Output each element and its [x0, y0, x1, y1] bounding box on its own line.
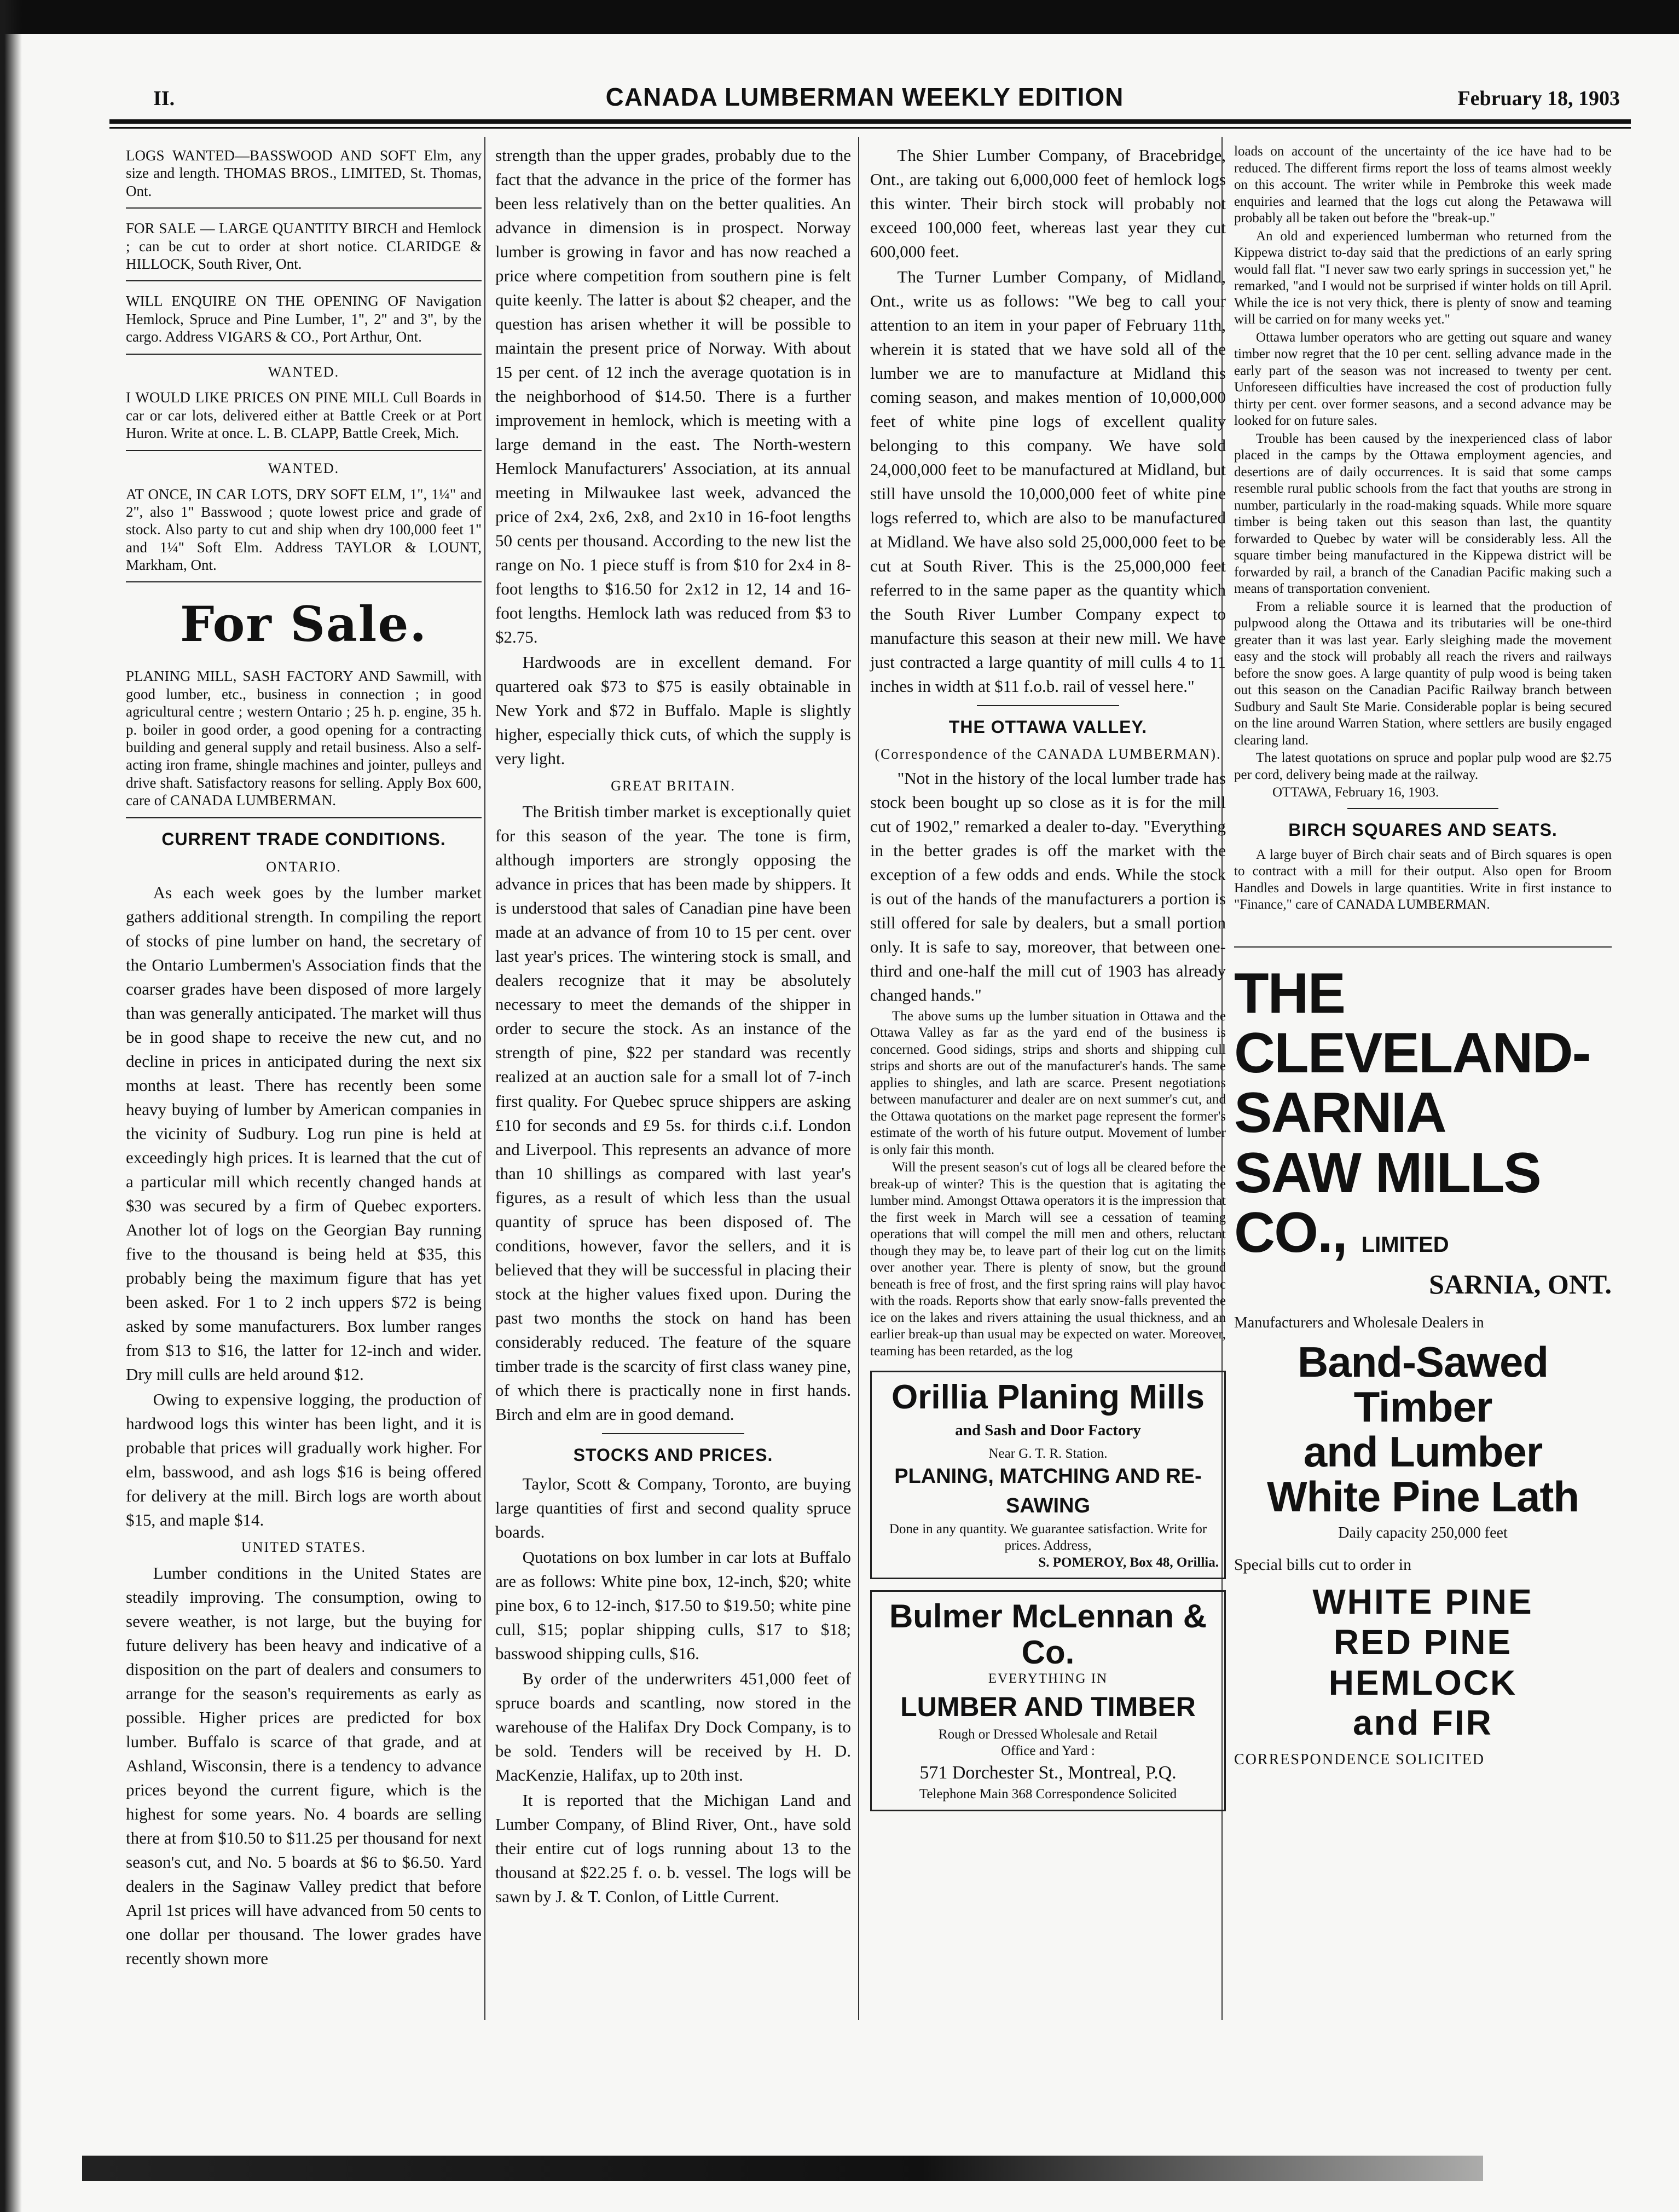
subheading: GREAT BRITAIN. [611, 778, 736, 794]
paragraph: An old and experienced lumberman who returned from the Kippewa district to-day said that the predictions of an early spring would fall flat. "I never saw two early springs in succession yet," he remarked, "and I would not be surprised if winter holds on till April. While the ice is not very thick, there is plenty of snow and teaming will be carried on for many weeks yet." [1234, 228, 1612, 327]
paragraph: As each week goes by the lumber market gathers additional strength. In compiling the report of stocks of pine lumber on hand, the secretary of the Ontario Lumbermen's Association finds that the coarser grades have been disposed of more largely than was generally anticipated. The market will thus be in good shape to receive the new cut, and no decline in prices in anticipated during the next six months at least. There has recently been some heavy buying of lumber by American companies in the vicinity of Sudbury. Log run pine is held at exceedingly high prices. It is learned that the cut of a particular mill which recently changed hands at $30 was secured by a firm of Quebec exporters. Another lot of logs on the Georgian Bay running five to the thousand is being held at $35, this probably being the maximum figure that has yet been asked. For 1 to 2 inch uppers $72 is being asked by some manufacturers. Box lumber ranges from $13 to $16, the latter for 12-inch and wider. Dry mill culls are held around $12. [126, 882, 482, 1384]
ad-special: Special bills cut to order in [1234, 1555, 1412, 1574]
classified-ad [126, 385, 482, 451]
paragraph: It is reported that the Michigan Land and Lumber Company, of Blind River, Ont., have sold their entire cut of logs running about 13 to the thousand at $22.25 f. o. b. vessel. The logs will be sawn by J. & T. Conlon, of Little Current. [495, 1791, 851, 1907]
column-divider [484, 137, 485, 2020]
ad-company-name: THE CLEVELAND-SARNIA [1234, 961, 1590, 1145]
ad-stock-item: HEMLOCK [1328, 1662, 1518, 1702]
column-2 [495, 143, 851, 1910]
ad-location: Near G. T. R. Station. [988, 1446, 1108, 1461]
paragraph: loads on account of the uncertainty of the ice have had to be reduced. The different firms report the loss of teams almost weekly on this account. The writer while in Pembroke this week made enquiries and learned that the logs cut along the Petawawa will probably all be taken out before the "break-up." [1234, 144, 1612, 226]
section-heading: THE OTTAWA VALLEY. [948, 717, 1148, 737]
paragraph: Lumber conditions in the United States are steadily improving. The consumption, owing to severe weather, is not large, but the buying for future delivery has been heavy and indicative of a disposition on the part of dealers and consumers to arrange for the season's requirements as early as possible. Higher prices are predicted for box lumber. Buffalo is scarce of that grade, and at Ashland, Wisconsin, there is a tendency to advance prices beyond the current figure, which is the highest for some years. No. 4 boards are selling there at from $10.50 to $11.25 per thousand for next season's cut, and No. 5 boards at $6 to $6.50. Yard dealers in the Saginaw Valley predict that before April 1st prices will have advanced from 50 cents to one dollar per thousand. The lower grades have recently shown more [126, 1563, 482, 1968]
column-3 [870, 143, 1226, 1811]
ad-text: I WOULD LIKE PRICES ON PINE MILL Cull Boards in car or car lots, delivered either at Battle Creek or at Port Huron. Write at once. L. B. CLAPP, Battle Creek, Mich. [126, 389, 482, 442]
paragraph: Hardwoods are in excellent demand. For quartered oak $73 to $75 is easily obtainable in New York and $72 in Buffalo. Maple is slightly higher, especially thick cuts, of which the supply is very light. [495, 652, 851, 769]
ad-capacity: Daily capacity 250,000 feet [1338, 1524, 1508, 1541]
ad-description: Manufacturers and Wholesale Dealers in [1234, 1314, 1484, 1331]
dateline: OTTAWA, February 16, 1903. [1272, 785, 1439, 800]
paragraph: Owing to expensive logging, the production of hardwood logs this winter has been light, and it is probable that prices will gradually work higher. For elm, basswood, and ash logs $16 is being offered for delivery at the mill. Birch logs are worth about $15, and maple $14. [126, 1390, 482, 1530]
scan-top-border [0, 0, 1679, 34]
ad-stock-item: WHITE PINE [1312, 1582, 1533, 1622]
ad-text: AT ONCE, IN CAR LOTS, DRY SOFT ELM, 1", 1¼" and 2", also 1" Basswood ; quote lowest price and grade of stock. Also party to cut and ship when dry 100,000 feet 1" and 1¼" Soft Elm. Address TAYLOR & LOUNT, Markham, Ont. [126, 486, 482, 574]
cleveland-sarnia-advertisement [1234, 946, 1612, 1771]
ad-product: White Pine Lath [1267, 1472, 1579, 1521]
classified-ad [126, 664, 482, 818]
ad-title: Bulmer McLennan & Co. [889, 1598, 1207, 1671]
classified-ad [126, 216, 482, 281]
section-heading: BIRCH SQUARES AND SEATS. [1288, 819, 1558, 840]
ad-heading: WANTED. [268, 363, 340, 380]
paragraph: Quotations on box lumber in car lots at Buffalo are as follows: White pine box, 12-inch, $20; white pine box, 6 to 12-inch, $17.50 to $19.50; white pine cull, $15; poplar shipping culls, $17 to $18; basswood shipping culls, $16. [495, 1547, 851, 1664]
paragraph: From a reliable source it is learned that the production of pulpwood along the Ottawa and its tributaries will be one-third greater than it was last year. Early sleighing made the movement easy and the stock will probably all reach the rivers and railways before the snow goes. A large quantity of pulp wood is being taken out this season on the Canadian Pacific Railway branch between Sudbury and Sault Ste Marie. Considerable poplar is being secured on the line around Warren Station, where settlers are busily engaged clearing land. [1234, 599, 1612, 748]
ad-line: Rough or Dressed Wholesale and Retail [938, 1726, 1158, 1742]
for-sale-heading: For Sale. [180, 596, 427, 653]
paragraph: The Shier Lumber Company, of Bracebridge, Ont., are taking out 6,000,000 feet of hemlock logs this winter. Their birch stock will probably not exceed 100,000 feet, whereas last year they cut 600,000 feet. [870, 146, 1226, 262]
classified-ad [126, 482, 482, 583]
paragraph: strength than the upper grades, probably due to the fact that the advance in the price of the former has been less relatively than on the better qualities. An advance in dimension is in prospect. Norway lumber is growing in favor and has now reached a price where competition from southern pine is felt quite keenly. The latter is about $2 cheaper, and the question has arisen whether it will be possible to maintain the present price of Norway. With about 15 per cent. of 12 inch the average quotation is in the neighborhood of $14.50. There is a further improvement in hemlock, which is meeting with a large demand in the east. The North-western Hemlock Manufacturers' Association, at its annual meeting in Milwaukee last week, advanced the price of 2x4, 2x6, 2x8, and 2x10 in 16-foot lengths 50 cents per thousand. According to the new list the range on No. 1 piece stuff is from $10 for 2x4 in 8-foot lengths to $16.50 for 2x12 in 12, 14 and 16-foot lengths. Hemlock lath was reduced from $3 to $2.75. [495, 146, 851, 647]
column-divider [858, 137, 859, 2020]
subheading: ONTARIO. [266, 858, 341, 875]
ad-stock-item: RED PINE [1333, 1622, 1513, 1662]
ad-line: Telephone Main 368 Correspondence Solicited [919, 1787, 1177, 1802]
page-number: II. [153, 87, 175, 110]
separator [602, 1433, 744, 1434]
classified-ad [126, 289, 482, 354]
ad-product: Band-Sawed Timber [1297, 1338, 1549, 1431]
issue-date: February 18, 1903 [1457, 87, 1620, 110]
ad-services: LUMBER AND TIMBER [900, 1691, 1196, 1722]
ad-address: 571 Dorchester St., Montreal, P.Q. [919, 1762, 1177, 1783]
ad-company-name [1234, 1143, 1612, 1263]
ad-correspondence: CORRESPONDENCE SOLICITED [1234, 1751, 1485, 1768]
ad-text: LOGS WANTED—BASSWOOD AND SOFT Elm, any size and length. THOMAS BROS., LIMITED, St. Thomas, Ont. [126, 147, 482, 199]
paragraph: Taylor, Scott & Company, Toronto, are buying large quantities of first and second quality spruce boards. [495, 1474, 851, 1542]
column-4 [1234, 143, 1612, 1770]
header-rule-thin [109, 127, 1631, 129]
correspondence-note: (Correspondence of the CANADA LUMBERMAN). [875, 746, 1221, 762]
paragraph: The above sums up the lumber situation in Ottawa and the Ottawa Valley as far as the yard end of the business is concerned. Good sidings, strips and shorts and shipping cull strips and shorts are out of the manufacturer's hands. The same applies to shingles, and lath are scarce. Present negotiations between manufacturer and dealer are on next summer's cut, and the Ottawa quotations on the market page represent the former's estimate of the worth of his future output. Movement of lumber is only fair this month. [870, 1008, 1226, 1157]
ad-city: SARNIA, ONT. [1429, 1268, 1612, 1300]
header-rule [109, 119, 1631, 124]
section-heading: STOCKS AND PRICES. [573, 1445, 773, 1465]
scan-left-edge [0, 0, 33, 2212]
section-heading: CURRENT TRADE CONDITIONS. [161, 829, 446, 849]
ad-heading: WANTED. [268, 460, 340, 476]
ad-subtitle: EVERYTHING IN [988, 1671, 1108, 1687]
paragraph: Will the present season's cut of logs all be cleared before the break-up of winter? This is the question that is agitating the lumber mind. Amongst Ottawa operators it is the impression that the first week in March will see a cessation of teaming operations that will compel the mill men and others, reluctant though they may be, to leave part of their log cut on the limits over another year. There is plenty of snow, but the ground beneath is free of frost, and the first spring rains will play havoc with the roads. Reports show that early snow-falls prevented the ice on the lakes and rivers attaining the usual thickness, and an earlier break-up than usual may be expected on water. Moreover, teaming has been retarded, as the log [870, 1160, 1226, 1359]
column-1 [126, 143, 482, 1972]
bulmer-advertisement [870, 1590, 1226, 1811]
classified-ad [126, 143, 482, 209]
ad-company-name-line: SAW MILLS CO., [1234, 1141, 1541, 1264]
ad-text: PLANING MILL, SASH FACTORY AND Sawmill, with good lumber, etc., business in connection ; in good agricultural centre ; western Ontario ; 25 h. p. engine, 35 h. p. boiler in good order, a good opening for a contracting building and general supply and retail business. Also a self-acting iron frame, shingle machines and jointer, pulleys and drive shaft. Satisfactory reasons for selling. Apply Box 600, care of CANADA LUMBERMAN. [126, 668, 482, 809]
ad-subtitle: and Sash and Door Factory [955, 1422, 1141, 1440]
separator [1347, 808, 1498, 809]
separator [977, 705, 1119, 706]
paragraph: "Not in the history of the local lumber trade has stock been bought up so close as it is for the mill cut of 1902," remarked a dealer to-day. "Everything in the better grades is off the market with the exception of a few odds and ends. While the stock is out of the hands of the manufacturers a portion is still offered for sale by dealers, but a small portion only. It is safe to say, moreover, that between one-third and one-half the mill cut of 1903 has already changed hands." [870, 768, 1226, 1004]
scan-bottom-artifact [82, 2156, 1483, 2181]
paragraph: Trouble has been caused by the inexperienced class of labor placed in the camps by the Ottawa employment agencies, and desertions are of daily occurrences. It is said that some camps resemble rural public schools from the fact that youths are strong in number, particularly in the road-making squads. While more square timber is being taken out this season than last, the quantity forwarded to Quebec by water will be considerably less. All the square timber being manufactured in the Kippewa district will be forwarded by rail, a branch of the Canadian Pacific making such a means of transportation convenient. [1234, 431, 1612, 596]
paragraph: By order of the underwriters 451,000 feet of spruce boards and scantling, now stored in the warehouse of the Halifax Dry Dock Company, is to be sold. Tenders will be received by H. D. MacKenzie, Halifax, up to 20th inst. [495, 1669, 851, 1785]
ad-title: Orillia Planing Mills [891, 1378, 1205, 1417]
orillia-advertisement [870, 1371, 1226, 1579]
ad-text: WILL ENQUIRE ON THE OPENING OF Navigation Hemlock, Spruce and Pine Lumber, 1", 2" and 3", by the cargo. Address VIGARS & CO., Port Arthur, Ont. [126, 293, 482, 345]
ad-address: S. POMEROY, Box 48, Orillia. [1038, 1555, 1219, 1570]
ad-body: Done in any quantity. We guarantee satisfaction. Write for prices. Address, [889, 1521, 1207, 1553]
paragraph: A large buyer of Birch chair seats and of Birch squares is open to contract with a mill for their output. Also open for Broom Handles and Dowels in large quantities. Write in first instance to "Finance," care of CANADA LUMBERMAN. [1234, 847, 1612, 912]
ad-services: PLANING, MATCHING AND RE-SAWING [894, 1465, 1202, 1517]
page-header [109, 82, 1620, 115]
paragraph: The British timber market is exceptionally quiet for this season of the year. The tone is firm, although importers are strongly opposing the advance in prices that has been made by shippers. It is understood that sales of Canadian pine have been made at an advance of from 10 to 15 per cent. over last year's prices. The wintering stock is small, and dealers recognize that it may be absolutely necessary to meet the demands of the shipper in order to secure the stock. As an instance of the strength of pine, $22 per standard was recently realized at an auction sale for a small lot of 7-inch first quality. For Quebec spruce shippers are asking £10 for seconds and £9 5s. for thirds c.i.f. London and Liverpool. This represents an advance of more than 10 shillings as compared with last year's figures, as a result of which less than the usual quantity of spruce has been disposed of. The conditions, however, favor the sellers, and it is believed that they will be successful in placing their stock at the higher values fixed upon. During the past two months the stock on hand has been considerably reduced. The feature of the square timber trade is the scarcity of first class waney pine, of which there is practically none in first hands. Birch and elm are in good demand. [495, 802, 851, 1424]
subheading: UNITED STATES. [241, 1539, 367, 1556]
paragraph: Ottawa lumber operators who are getting out square and waney timber now regret that the 10 per cent. selling advance made in the early part of the season was not increased to twenty per cent. Unforeseen difficulties have increased the cost of production fully thirty per cent. over former seasons, and a second advance may be looked for on future sales. [1234, 330, 1612, 428]
ad-stock-item: and FIR [1353, 1703, 1493, 1743]
masthead-title: CANADA LUMBERMAN WEEKLY EDITION [605, 83, 1124, 111]
ad-line: Office and Yard : [1001, 1743, 1095, 1759]
ad-text: FOR SALE — LARGE QUANTITY BIRCH and Hemlock ; can be cut to order at short notice. CLARIDGE & HILLOCK, South River, Ont. [126, 220, 482, 272]
paragraph: The Turner Lumber Company, of Midland, Ont., write us as follows: "We beg to call your attention to an item in your paper of February 11th, wherein it is stated that we have sold all of the lumber we are to manufacture at Midland this coming season, and makes mention of 10,000,000 feet of white pine logs of excellent quality belonging to this company. We have sold 24,000,000 feet to be manufactured at Midland, but still have unsold the 10,000,000 feet of white pine logs referred to, which are also to be manufactured at Midland. We have also sold 25,000,000 feet to be cut at South River. This is the 25,000,000 feet referred to in the same paper as the quantity which the South River Lumber Company expect to manufacture this season at their new mill. We have just contracted a large quantity of mill culls 4 to 11 inches in width at $11 f.o.b. rail of vessel here." [870, 267, 1226, 696]
paragraph: The latest quotations on spruce and poplar pulp wood are $2.75 per cord, delivery being made at the railway. [1234, 750, 1612, 782]
ad-limited: LIMITED [1361, 1232, 1449, 1257]
ad-product: and Lumber [1303, 1427, 1543, 1476]
